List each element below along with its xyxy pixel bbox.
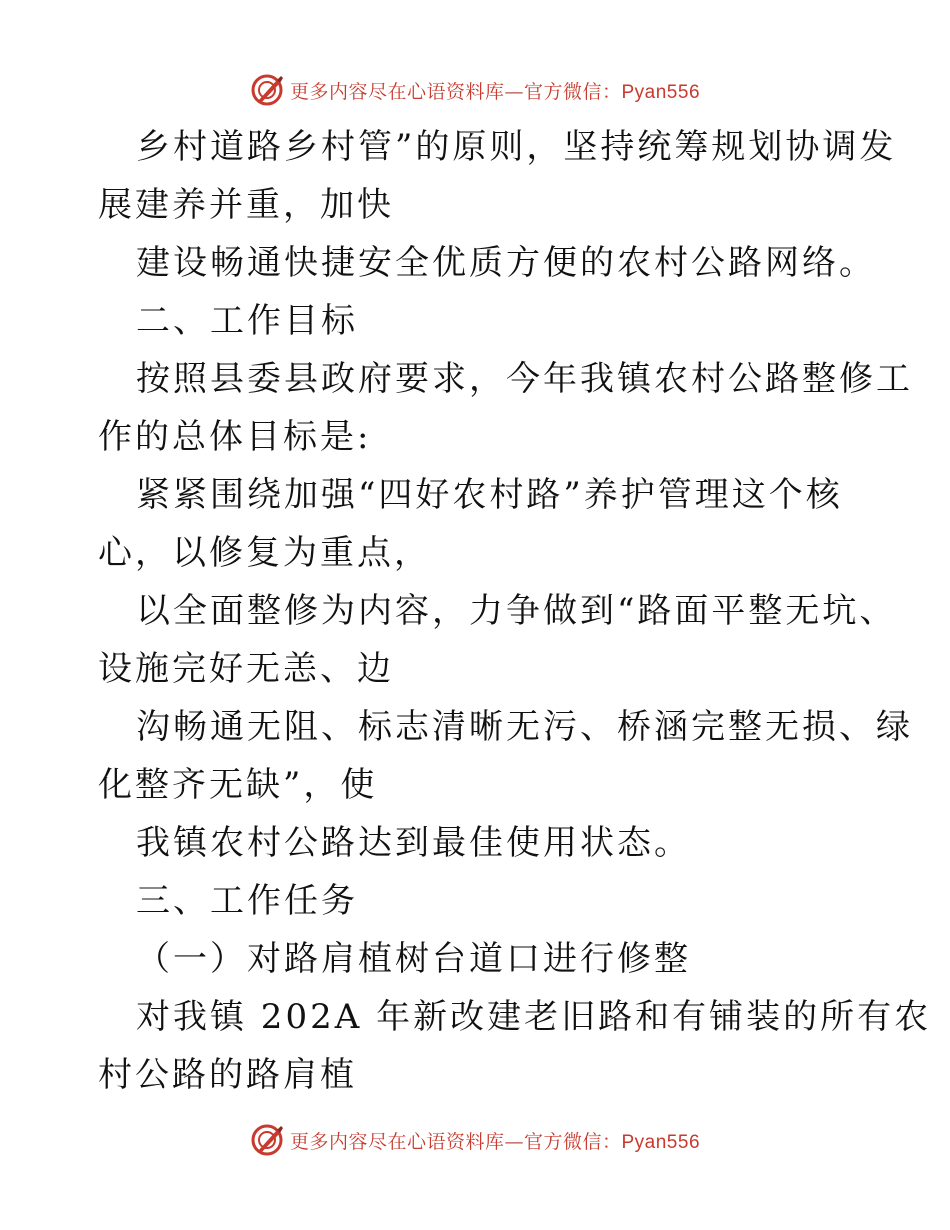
body-line: 建设畅通快捷安全优质方便的农村公路网络。 — [136, 243, 876, 283]
body-line: 乡村道路乡村管”的原则，坚持统筹规划协调发 — [136, 127, 897, 167]
body-line: 按照县委县政府要求，今年我镇农村公路整修工 — [136, 359, 913, 399]
body-line: 村公路的路肩植 — [98, 1055, 357, 1095]
body-line: 二、工作目标 — [136, 301, 358, 341]
footer-banner — [0, 1120, 950, 1160]
footer-wechat-handle: Pyan556 — [621, 1131, 701, 1153]
header-wechat-handle: Pyan556 — [621, 81, 701, 103]
header-banner-text: 更多内容尽在心语资料库—官方微信：Pyan556 — [289, 80, 701, 103]
body-line: 以全面整修为内容，力争做到“路面平整无坑、 — [136, 591, 897, 631]
body-line: 沟畅通无阻、标志清晰无污、桥涵完整无损、绿 — [136, 707, 913, 747]
body-line: 化整齐无缺”，使 — [98, 765, 378, 805]
header-banner — [0, 70, 950, 110]
body-line: 展建养并重，加快 — [98, 185, 394, 225]
body-line: 作的总体目标是: — [98, 417, 372, 457]
body-line: 心，以修复为重点， — [98, 533, 431, 573]
body-line: 我镇农村公路达到最佳使用状态。 — [136, 823, 691, 863]
body-line: 三、工作任务 — [136, 881, 358, 921]
body-line: 紧紧围绕加强“四好农村路”养护管理这个核 — [136, 475, 843, 515]
pen-logo-icon — [250, 1123, 284, 1157]
body-line: 设施完好无恙、边 — [98, 649, 394, 689]
body-line: （一）对路肩植树台道口进行修整 — [136, 939, 691, 979]
document-body — [98, 118, 932, 1104]
body-line: 对我镇 202A 年新改建老旧路和有铺装的所有农 — [136, 997, 932, 1037]
pen-logo-icon — [250, 73, 284, 107]
footer-banner-text: 更多内容尽在心语资料库—官方微信：Pyan556 — [289, 1130, 701, 1153]
